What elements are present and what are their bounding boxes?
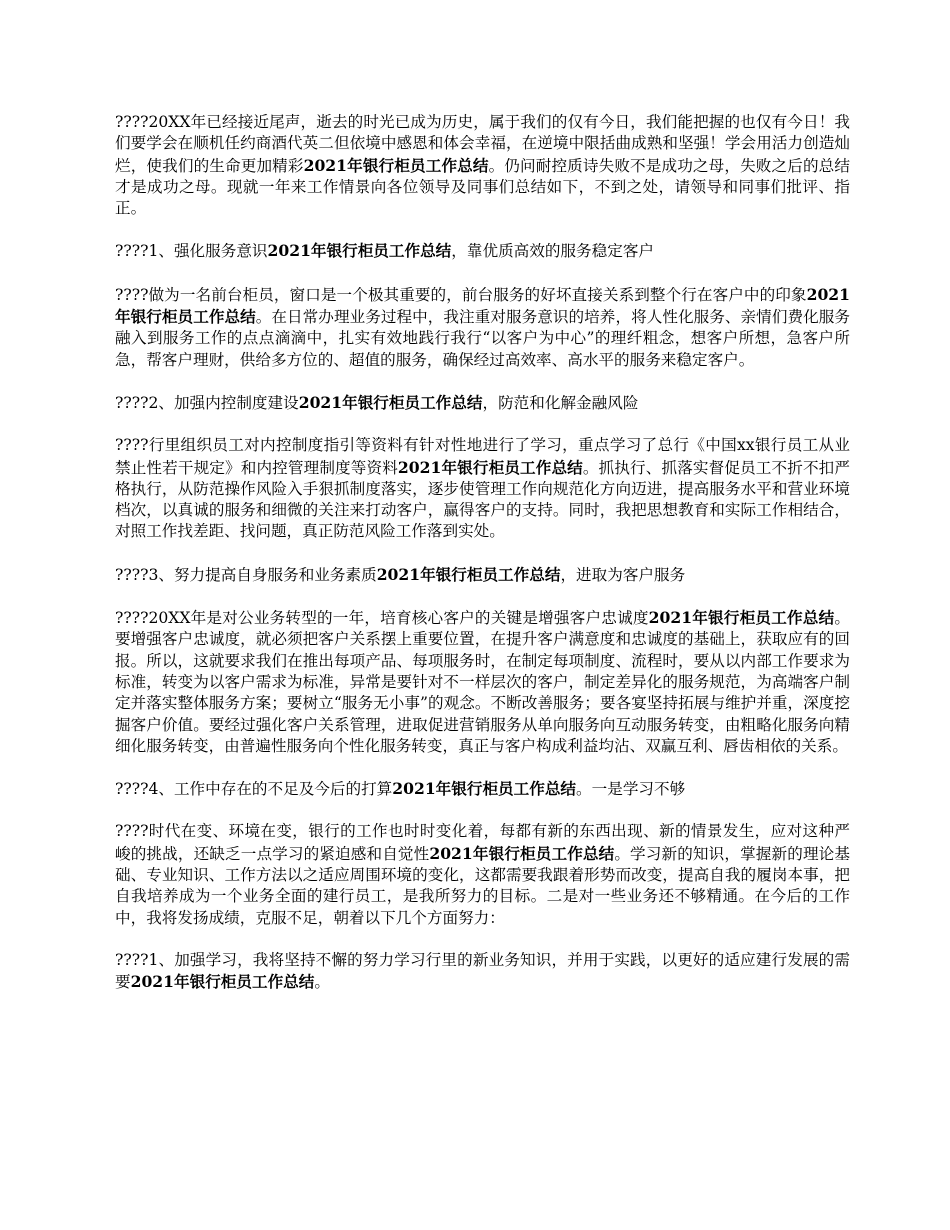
bold-keyword: 2021年银行柜员工作总结 xyxy=(267,241,452,261)
bold-keyword: 2021年银行柜员工作总结 xyxy=(392,779,577,799)
paragraph-text: 。一是学习不够 xyxy=(576,780,686,799)
bold-keyword: 2021年银行柜员工作总结 xyxy=(648,608,835,628)
bold-keyword: 2021年银行柜员工作总结 xyxy=(303,155,489,175)
paragraph-text: ????1、强化服务意识 xyxy=(115,242,268,261)
paragraph xyxy=(115,392,850,414)
paragraph xyxy=(115,284,850,371)
paragraph-text: ????2、加强内控制度建设 xyxy=(115,393,299,412)
paragraph-text: ，防范和化解金融风险 xyxy=(482,393,639,412)
bold-keyword: 2021年银行柜员工作总结 xyxy=(130,972,315,992)
paragraph-text: ????20XX年是对公业务转型的一年，培育核心客户的关键是增强客户忠诚度 xyxy=(115,609,649,628)
paragraph-text: 。学习新的知识，掌握新的理论基础、专业知识、工作方法以之适应周围环境的变化，这都需要我跟着形势而改变，提高自我的履岗本事，把自我培养成为一个业务全面的建行员工，是我所努力的目标。二是对一些业务还不够精通。在今后的工作中，我将发扬成绩，克服不足，朝着以下几个方面努力： xyxy=(115,844,850,927)
bold-keyword: 2021年银行柜员工作总结 xyxy=(397,457,583,477)
paragraph xyxy=(115,435,850,542)
paragraph-text: ????时代在变、环境在变，银行的工作也时时变化着，每都有新的东西出现、新的情景发生，应对这种严峻的挑战，还缺乏一点学习的紧迫感和自觉性 xyxy=(115,822,850,863)
paragraph-text: 。要增强客户忠诚度，就必须把客户关系摆上重要位置，在提升客户满意度和忠诚度的基础上，获取应有的回报。所以，这就要求我们在推出每项产品、每项服务时，在制定每项制度、流程时，要从以内部工作要求为标准，转变为以客户需求为标准，异常是要针对不一样层次的客户，制定差异化的服务规范，为高端客户制定并落实整体服务方案；要树立“服务无小事”的观念。不断改善服务；要各宴坚持拓展与维护并重，深度挖掘客户价值。要经过强化客户关系管理，进取促进营销服务从单向服务向互动服务转变，由粗略化服务向精细化服务转变，由普遍性服务向个性化服务转变，真正与客户构成利益均沾、双赢互利、唇齿相依的关系。 xyxy=(115,609,850,755)
paragraph-text: 。抓执行、抓落实督促员工不折不扣严格执行，从防范操作风险入手狠抓制度落实，逐步使管理工作向规范化方向迈进，提高服务水平和营业环境档次，以真诚的服务和细微的关注来打动客户，赢得客户的支持。同时，我把思想教育和实际工作相结合，对照工作找差距、找问题，真正防范风险工作落到实处。 xyxy=(115,458,850,541)
paragraph-text: 。仍问耐控质诗失败不是成功之母，失败之后的总结才是成功之母。现就一年来工作情景向各位领导及同事们总结如下，不到之处，请领导和同事们批评、指正。 xyxy=(115,156,850,218)
paragraph-text: 。 xyxy=(314,973,330,992)
paragraph-text: ????3、努力提高自身服务和业务素质 xyxy=(115,565,377,584)
paragraph xyxy=(115,564,850,586)
paragraph-text: ，靠优质高效的服务稳定客户 xyxy=(451,242,655,261)
paragraph-text: ，进取为客户服务 xyxy=(560,565,686,584)
bold-keyword: 2021年银行柜员工作总结 xyxy=(429,843,615,863)
bold-keyword: 2021年银行柜员工作总结 xyxy=(298,392,483,412)
paragraph-text: ????行里组织员工对内控制度指引等资料有针对性地进行了学习，重点学习了总行《中国xx银行员工从业禁止性若干规定》和内控管理制度等资料 xyxy=(115,436,850,477)
paragraph xyxy=(115,607,850,757)
paragraph xyxy=(115,778,850,800)
bold-keyword: 2021年银行柜员工作总结 xyxy=(115,284,850,327)
paragraph xyxy=(115,821,850,928)
paragraph xyxy=(115,950,850,994)
bold-keyword: 2021年银行柜员工作总结 xyxy=(376,564,561,584)
paragraph-text: ????1、加强学习，我将坚持不懈的努力学习行里的新业务知识，并用于实践，以更好的适应建行发展的需要 xyxy=(115,950,850,992)
paragraph-text: 。在日常办理业务过程中，我注重对服务意识的培养，将人性化服务、亲情们费化服务融入到服务工作的点点滴滴中，扎实有效地践行我行“以客户为中心”的理纤粗念，想客户所想，急客户所急，帮客户理财，供给多方位的、超值的服务，确保经过高效率、高水平的服务来稳定客户。 xyxy=(115,308,850,369)
paragraph-text: ????做为一名前台柜员，窗口是一个极其重要的，前台服务的好坏直接关系到整个行在客户中的印象 xyxy=(115,285,807,304)
paragraph xyxy=(115,240,850,262)
paragraph xyxy=(115,112,850,219)
paragraph-text: ????20XX年已经接近尾声，逝去的时光已成为历史，属于我们的仅有今日，我们能把握的也仅有今日！我们要学会在顺机任约商酒代英二但依境中感恩和体会幸福，在逆境中限括曲成熟和坚强！学会用活力创造灿烂，使我们的生命更加精彩 xyxy=(115,113,850,175)
document-body xyxy=(115,112,850,1015)
paragraph-text: ????4、工作中存在的不足及今后的打算 xyxy=(115,780,393,799)
